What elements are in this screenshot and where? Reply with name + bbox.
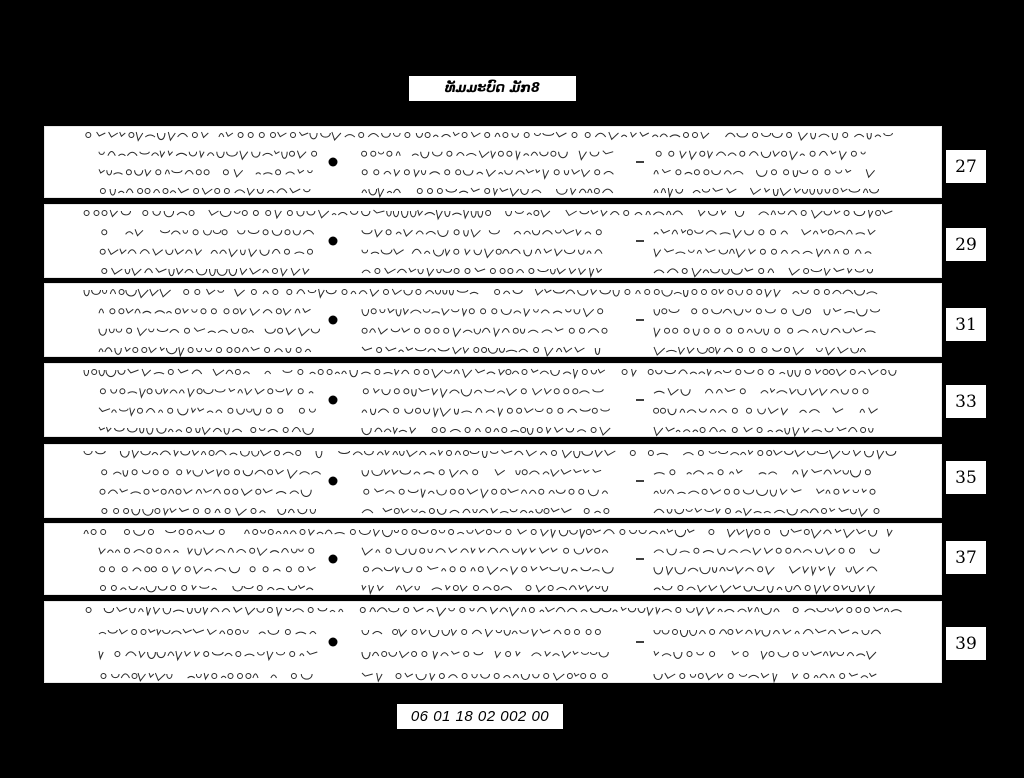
page-number-label: 35 xyxy=(946,461,986,494)
page-number-label: 39 xyxy=(946,627,986,660)
handwritten-script xyxy=(44,363,942,437)
handwritten-script xyxy=(44,204,942,278)
page-number-label: 29 xyxy=(946,228,986,261)
palm-leaf-page xyxy=(44,601,942,683)
palm-leaf-page xyxy=(44,283,942,357)
handwritten-script xyxy=(44,444,942,518)
palm-leaf-page xyxy=(44,363,942,437)
handwritten-script xyxy=(44,283,942,357)
page-number-label: 31 xyxy=(946,308,986,341)
handwritten-script xyxy=(44,523,942,595)
binding-hole xyxy=(329,555,338,564)
binding-hole xyxy=(329,237,338,246)
handwritten-script xyxy=(44,126,942,198)
binding-hole xyxy=(329,477,338,486)
binding-hole xyxy=(329,396,338,405)
palm-leaf-page xyxy=(44,204,942,278)
page-number-label: 37 xyxy=(946,541,986,574)
handwritten-script xyxy=(44,601,942,683)
binding-hole xyxy=(329,638,338,647)
page-number-label: 33 xyxy=(946,385,986,418)
page-number-label: 27 xyxy=(946,150,986,183)
document-code-label: 06 01 18 02 002 00 xyxy=(397,704,563,729)
palm-leaf-page xyxy=(44,444,942,518)
palm-leaf-page xyxy=(44,523,942,595)
binding-hole xyxy=(329,158,338,167)
binding-hole xyxy=(329,316,338,325)
palm-leaf-page xyxy=(44,126,942,198)
document-title-label: ທັມມະບົດ ມັກ8 xyxy=(409,76,576,101)
